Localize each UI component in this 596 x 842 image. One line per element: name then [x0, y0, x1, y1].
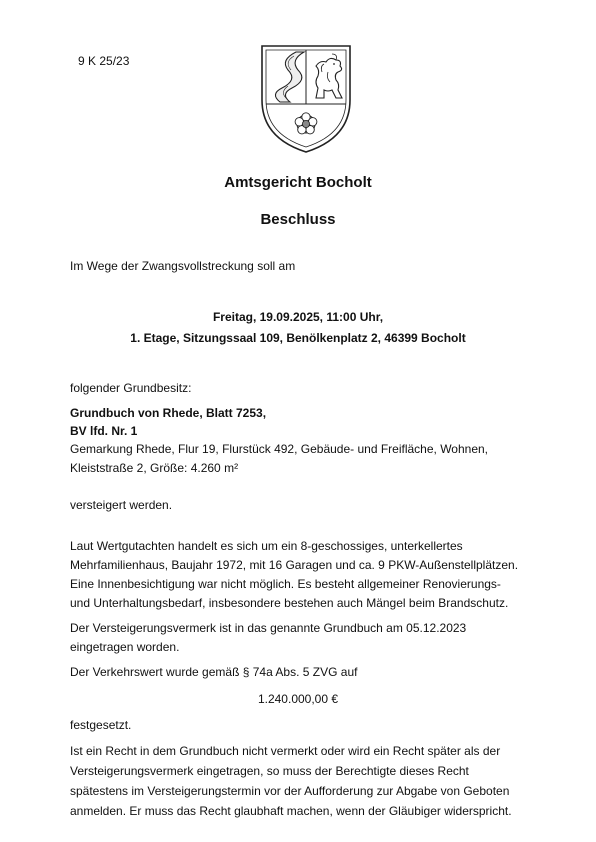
case-number: 9 K 25/23: [78, 54, 130, 68]
vermerk-line: eingetragen worden.: [70, 640, 180, 654]
intro-text: Im Wege der Zwangsvollstreckung soll am: [70, 259, 296, 273]
parcel-address: Kleiststraße 2, Größe: 4.260 m²: [70, 461, 239, 475]
termin-date: Freitag, 19.09.2025, 11:00 Uhr,: [212, 310, 384, 324]
grundbesitz-label: folgender Grundbesitz:: [70, 381, 192, 395]
festgesetzt-text: festgesetzt.: [70, 718, 132, 732]
court-name: Amtsgericht Bocholt: [224, 174, 372, 191]
recht-line: spätestens im Versteigerungstermin vor der Aufforderung zur Abgabe von Geboten: [70, 784, 510, 798]
wertgutachten-line: Mehrfamilienhaus, Baujahr 1972, mit 16 Garagen und ca. 9 PKW-Außenstellplätzen.: [70, 558, 519, 572]
verkehrswert-intro: Der Verkehrswert wurde gemäß § 74a Abs. 5 ZVG auf: [70, 665, 358, 679]
recht-line: anmelden. Er muss das Recht glaubhaft machen, wenn der Gläubiger widerspricht.: [70, 804, 512, 818]
parcel-description: Gemarkung Rhede, Flur 19, Flurstück 492, Gebäude- und Freifläche, Wohnen,: [70, 442, 489, 456]
wertgutachten-line: Laut Wertgutachten handelt es sich um ein 8-geschossiges, unterkellertes: [70, 539, 463, 553]
termin-place: 1. Etage, Sitzungssaal 109, Benölkenplatz 2, 46399 Bocholt: [130, 331, 466, 345]
wertgutachten-line: Eine Innenbesichtigung war nicht möglich. Es besteht allgemeiner Renovierungs-: [70, 577, 501, 591]
bv-number: BV lfd. Nr. 1: [70, 424, 138, 438]
verkehrswert-amount: 1.240.000,00 €: [257, 692, 339, 706]
recht-line: Ist ein Recht in dem Grundbuch nicht vermerkt oder wird ein Recht später als der: [70, 744, 501, 758]
vermerk-line: Der Versteigerungsvermerk ist in das genannte Grundbuch am 05.12.2023: [70, 621, 467, 635]
recht-line: Versteigerungsvermerk eingetragen, so muss der Berechtigte dieses Recht: [70, 764, 469, 778]
versteigert-text: versteigert werden.: [70, 498, 173, 512]
grundbuch-line: Grundbuch von Rhede, Blatt 7253,: [70, 406, 267, 420]
nrw-coat-of-arms-icon: [258, 42, 354, 156]
document-type: Beschluss: [260, 211, 336, 228]
wertgutachten-line: und Unterhaltungsbedarf, insbesondere bestehen auch Mängel beim Brandschutz.: [70, 596, 509, 610]
